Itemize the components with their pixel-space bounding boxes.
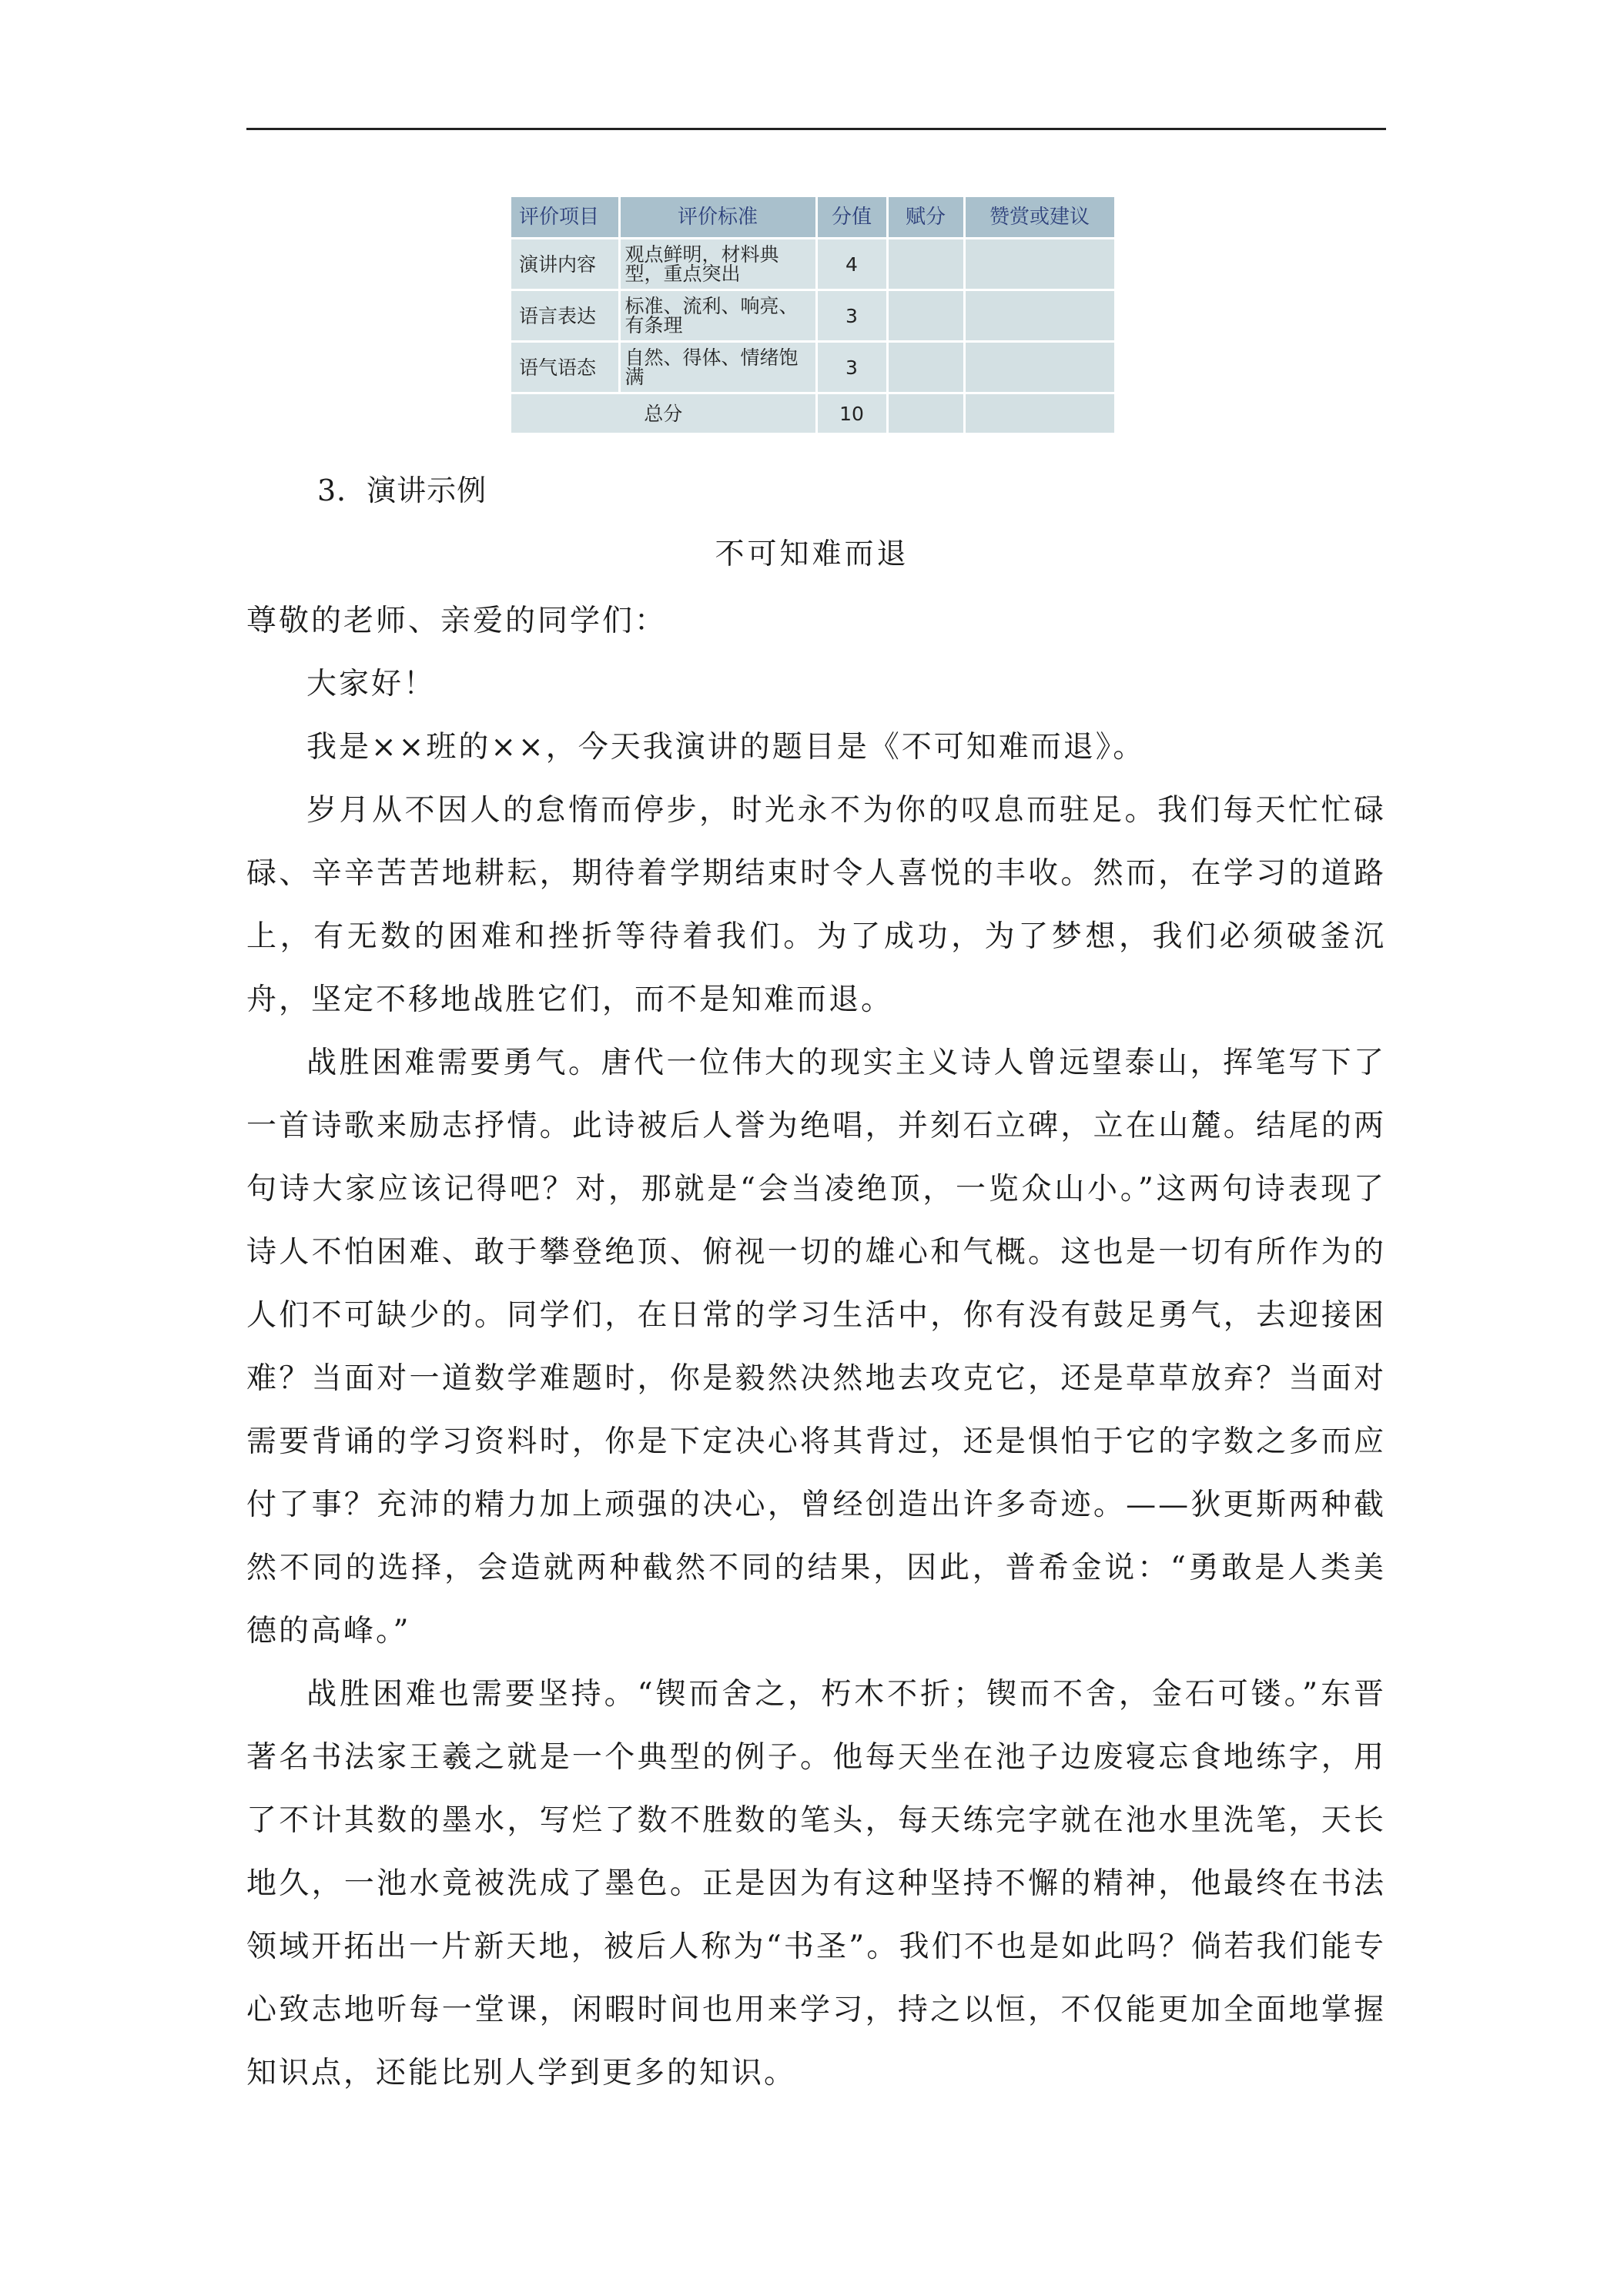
rubric-criteria: 观点鲜明，材料典型，重点突出 [619, 239, 816, 290]
rubric-score: 4 [816, 239, 887, 290]
rubric-row [511, 239, 1115, 290]
rubric-total-assigned-cell [887, 393, 964, 434]
rubric-header-comments: 赞赏或建议 [964, 197, 1115, 239]
rubric-score: 3 [816, 342, 887, 393]
speech-greeting: 大家好！ [306, 667, 437, 701]
speech-salutation: 尊敬的老师、亲爱的同学们： [246, 604, 668, 638]
evaluation-rubric-table [511, 197, 1117, 435]
rubric-header-assigned: 赋分 [887, 197, 964, 239]
rubric-item: 演讲内容 [511, 239, 619, 290]
rubric-comment-cell [964, 342, 1115, 393]
speech-paragraph: 战胜困难需要勇气。唐代一位伟大的现实主义诗人曾远望泰山，挥笔写下了一首诗歌来励志抒情。此诗被后人誉为绝唱，并刻石立碑，立在山麓。结尾的两句诗大家应该记得吧？对，那就是“会当凌绝顶，一览众山小。”这两句诗表现了诗人不怕困难、敢于攀登绝顶、俯视一切的雄心和气概。这也是一切有所作为的人们不可缺少的。同学们，在日常的学习生活中，你有没有鼓足勇气，去迎接困难？当面对一道数学难题时，你是毅然决然地去攻克它，还是草草放弃？当面对需要背诵的学习资料时，你是下定决心将其背过，还是惧怕于它的字数之多而应付了事？充沛的精力加上顽强的决心，曾经创造出许多奇迹。——狄更斯两种截然不同的选择，会造就两种截然不同的结果，因此，普希金说：“勇敢是人类美德的高峰。” [246, 1046, 1386, 1648]
rubric-criteria: 自然、得体、情绪饱满 [619, 342, 816, 393]
speech-paragraph: 战胜困难也需要坚持。“锲而舍之，朽木不折；锲而不舍，金石可镂。”东晋著名书法家王羲之就是一个典型的例子。他每天坐在池子边废寝忘食地练字，用了不计其数的墨水，写烂了数不胜数的笔头，每天练完字就在池水里洗笔，天长地久，一池水竟被洗成了墨色。正是因为有这种坚持不懈的精神，他最终在书法领域开拓出一片新天地，被后人称为“书圣”。我们不也是如此吗？倘若我们能专心致志地听每一堂课，闲暇时间也用来学习，持之以恒，不仅能更加全面地掌握知识点，还能比别人学到更多的知识。 [246, 1677, 1386, 2090]
rubric-total-score: 10 [816, 393, 887, 434]
rubric-assigned-cell [887, 239, 964, 290]
rubric-comment-cell [964, 290, 1115, 342]
rubric-header-row [511, 197, 1115, 239]
rubric-assigned-cell [887, 342, 964, 393]
rubric-row [511, 290, 1115, 342]
rubric-total-label: 总分 [511, 393, 816, 434]
speech-body [246, 590, 1386, 2105]
rubric-item: 语言表达 [511, 290, 619, 342]
rubric-header-criteria: 评价标准 [619, 197, 816, 239]
rubric-score: 3 [816, 290, 887, 342]
rubric-total-comment-cell [964, 393, 1115, 434]
section-heading: 3．演讲示例 [317, 474, 487, 507]
rubric-assigned-cell [887, 290, 964, 342]
rubric-item: 语气语态 [511, 342, 619, 393]
speech-paragraph: 我是××班的××，今天我演讲的题目是《不可知难而退》。 [306, 730, 1146, 765]
rubric-comment-cell [964, 239, 1115, 290]
rubric-header-item: 评价项目 [511, 197, 619, 239]
rubric-criteria: 标准、流利、响亮、有条理 [619, 290, 816, 342]
header-rule [246, 128, 1386, 130]
speech-title: 不可知难而退 [715, 537, 909, 571]
speech-paragraph: 岁月从不因人的怠惰而停步，时光永不为你的叹息而驻足。我们每天忙忙碌碌、辛辛苦苦地耕耘，期待着学期结束时令人喜悦的丰收。然而，在学习的道路上，有无数的困难和挫折等待着我们。为了成功，为了梦想，我们必须破釜沉舟，坚定不移地战胜它们，而不是知难而退。 [246, 793, 1386, 1017]
rubric-total-row [511, 393, 1115, 434]
rubric-header-score: 分值 [816, 197, 887, 239]
rubric-row [511, 342, 1115, 393]
